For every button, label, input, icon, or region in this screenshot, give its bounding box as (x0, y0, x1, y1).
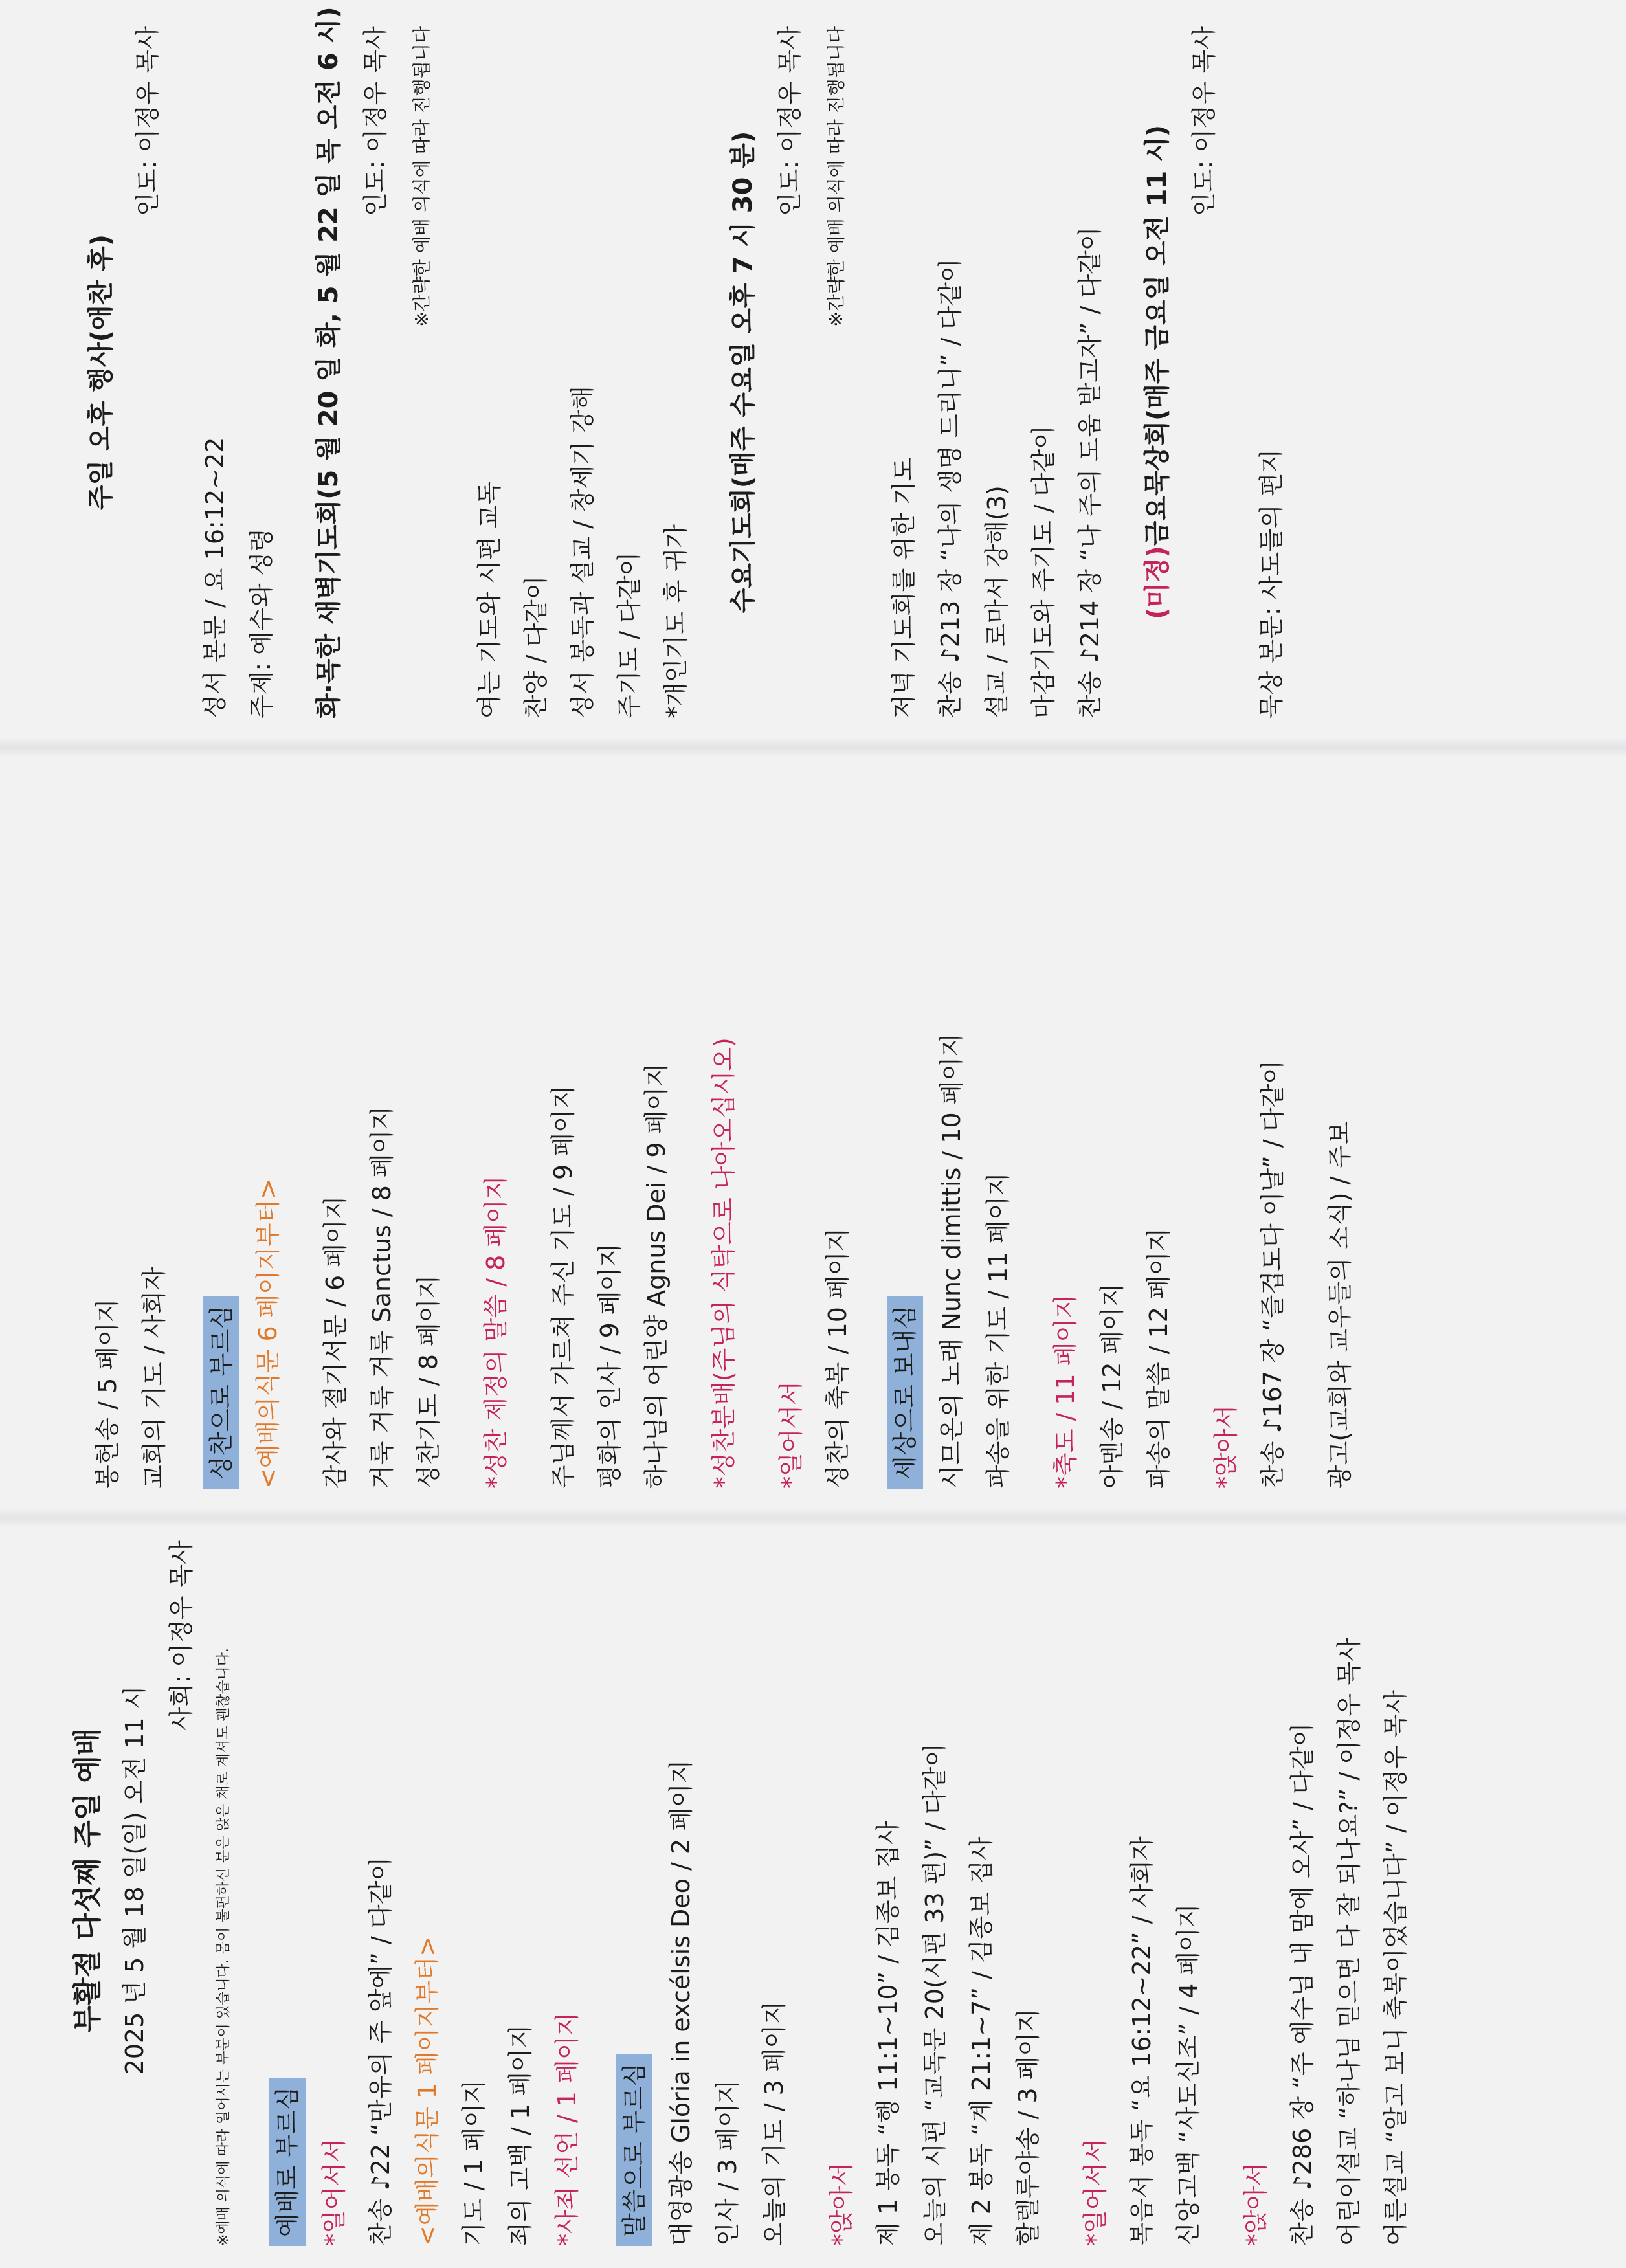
prayer-line: 기도 / 1 페이지 (460, 2080, 488, 2246)
notice: ※예배 의식에 따라 일어서는 부분이 있습니다. 몸이 불편하신 분은 앉은 채로 계셔도 괜찮습니다. (216, 1648, 232, 2246)
panel-order-of-worship-1 (65, 1515, 1419, 2246)
sending-line: 파송의 말씀 / 12 페이지 (1144, 1227, 1173, 1489)
friday-title-line (1134, 26, 1181, 718)
sanctus-line: 거룩 거룩 거룩 Sanctus / 8 페이지 (368, 1106, 396, 1489)
afternoon-title: 주일 오후 행사(애찬 후) (86, 234, 116, 511)
kids-sermon-line: 어린이설교 “하나님 믿으면 다 잘 되나요?” / 이정우 목사 (1335, 1638, 1363, 2246)
wednesday-title: 수요기도회(매주 수요일 오후 7 시 30 분) (728, 131, 758, 614)
psalm-line: 오늘의 시편 “교독문 20(시편 33 편)” / 다같이 (920, 1742, 949, 2246)
friday-title: 금요묵상회(매주 금요일 오전 11 시) (1142, 124, 1172, 546)
offering-line: 봉헌송 / 5 페이지 (93, 1298, 122, 1489)
confession-line: 죄의 고백 / 1 페이지 (506, 2024, 535, 2246)
absolution-line: *사죄 선언 / 1 페이지 (553, 2012, 581, 2246)
gloria-line: 대영광송 Glória in excélsis Deo / 2 페이지 (667, 1759, 695, 2246)
benediction-line: *축도 / 11 페이지 (1051, 1295, 1080, 1489)
dawn-item: 주기도 / 다같이 (615, 551, 643, 718)
hymn-line: 찬송 ♪22 “만유의 주 앞에” / 다같이 (366, 1856, 395, 2246)
wednesday-item: 마감기도와 주기도 / 다같이 (1029, 425, 1058, 718)
wednesday-item: 저녁 기도회를 위한 기도 (889, 457, 918, 718)
gospel-line: 복음서 봉독 “요 16:12~22” / 사회자 (1128, 1836, 1156, 2246)
section-communion: 성찬으로 부르심 (203, 1296, 239, 1489)
agnus-line: 하나님의 어린양 Agnus Dei / 9 페이지 (642, 1063, 671, 1489)
friday-pending: (미정) (1142, 546, 1172, 620)
stand-cue: *일어서서 (320, 2139, 348, 2246)
reading-2: 제 2 봉독 “계 21:1~7” / 김종보 집사 (967, 1836, 996, 2246)
greeting-line: 인사 / 3 페이지 (713, 2080, 742, 2246)
sit-cue: *앉아서 (1212, 1405, 1240, 1489)
dawn-note: ※간략한 예배 의식에 따라 진행됩니다 (411, 26, 432, 327)
dawn-item: *개인기도 후 귀가 (662, 524, 690, 718)
hymn-line: 찬송 ♪286 장 “주 예수님 내 맘에 오사” / 다같이 (1288, 1722, 1317, 2246)
afternoon-text: 성서 본문 / 요 16:12~22 (201, 437, 229, 718)
creed-line: 신앙고백 “사도신조” / 4 페이지 (1174, 1904, 1203, 2246)
today-prayer-line: 오늘의 기도 / 3 페이지 (760, 2001, 788, 2246)
dawn-item: 여는 기도와 시편 교독 (475, 481, 504, 718)
blessing-line: 성찬의 축복 / 10 페이지 (823, 1227, 852, 1489)
liturgy-note: <예배의식문 6 페이지부터> (254, 1178, 282, 1489)
stand-cue: *일어서서 (1081, 2139, 1109, 2246)
sit-cue: *앉아서 (1242, 2162, 1270, 2246)
alleluia-line: 할렐루야송 / 3 페이지 (1014, 2008, 1042, 2246)
section-word: 말씀으로 부르심 (616, 2054, 652, 2246)
amen-line: 아멘송 / 12 페이지 (1098, 1283, 1126, 1489)
service-datetime: 2025 년 5 월 18 일(일) 오전 11 시 (120, 1685, 149, 2075)
sermon-line: 어른설교 “알고 보니 축복이었습니다” / 이정우 목사 (1381, 1690, 1410, 2246)
announcements-line: 광고(교회와 교우들의 소식) / 주보 (1326, 1121, 1354, 1489)
reading-1: 제 1 봉독 “행 11:1~10” / 김종보 집사 (874, 1821, 902, 2246)
distribution-line: *성찬분배(주님의 식탁으로 나아오십시오) (709, 1038, 738, 1489)
sit-cue: *앉아서 (827, 2162, 856, 2246)
wednesday-leader: 인도: 이정우 목사 (775, 26, 804, 216)
church-prayer-line: 교회의 기도 / 사회자 (140, 1267, 168, 1489)
friday-text: 묵상 본문: 사도들의 편지 (1257, 449, 1286, 718)
fold-line (0, 738, 1626, 757)
stand-cue: *일어서서 (777, 1381, 805, 1489)
panel-order-of-worship-2 (84, 809, 1363, 1489)
communion-prayer-line: 성찬기도 / 8 페이지 (414, 1274, 443, 1489)
thanks-line: 감사와 절기서문 / 6 페이지 (321, 1195, 350, 1489)
wednesday-item: 찬송 ♪213 장 “나의 생명 드리니” / 다같이 (936, 258, 964, 718)
afternoon-leader: 인도: 이정우 목사 (133, 26, 162, 216)
wednesday-note: ※간략한 예배 의식에 따라 진행됩니다 (825, 26, 847, 327)
hymn-line: 찬송 ♪167 장 “즐겁도다 이날” / 다같이 (1258, 1060, 1287, 1489)
institution-line: *성찬 제정의 말씀 / 8 페이지 (482, 1175, 510, 1489)
dawn-prayer-title: 화·목한 새벽기도회(5 월 20 일 화, 5 월 22 일 목 오전 6 시) (314, 6, 344, 718)
dawn-item: 성서 봉독과 설교 / 창세기 강해 (568, 386, 597, 718)
wednesday-item: 찬송 ♪214 장 “나 주의 도움 받고자” / 다같이 (1076, 227, 1104, 718)
section-sending: 세상으로 보내심 (887, 1296, 923, 1489)
nunc-line: 시므온의 노래 Nunc dimittis / 10 페이지 (937, 1033, 966, 1489)
peace-line: 평화의 인사 / 9 페이지 (596, 1243, 624, 1489)
section-call-to-worship: 예배로 부르심 (269, 2078, 306, 2246)
panel-weekly-meetings (78, 6, 1295, 718)
wednesday-item: 설교 / 로마서 강해(3) (983, 485, 1011, 718)
lords-prayer-line: 주님께서 가르쳐 주신 기도 / 9 페이지 (549, 1085, 577, 1489)
presider: 사회: 이정우 목사 (167, 1540, 195, 1731)
liturgy-note: <예배의식문 1 페이지부터> (413, 1935, 441, 2246)
dawn-leader: 인도: 이정우 목사 (361, 26, 390, 216)
service-title: 부활절 다섯째 주일 예배 (71, 1728, 104, 2033)
friday-leader: 인도: 이정우 목사 (1190, 26, 1218, 216)
send-prayer-line: 파송을 위한 기도 / 11 페이지 (984, 1172, 1012, 1489)
dawn-item: 찬양 / 다같이 (522, 575, 550, 718)
afternoon-theme: 주제: 예수와 성령 (247, 528, 276, 718)
